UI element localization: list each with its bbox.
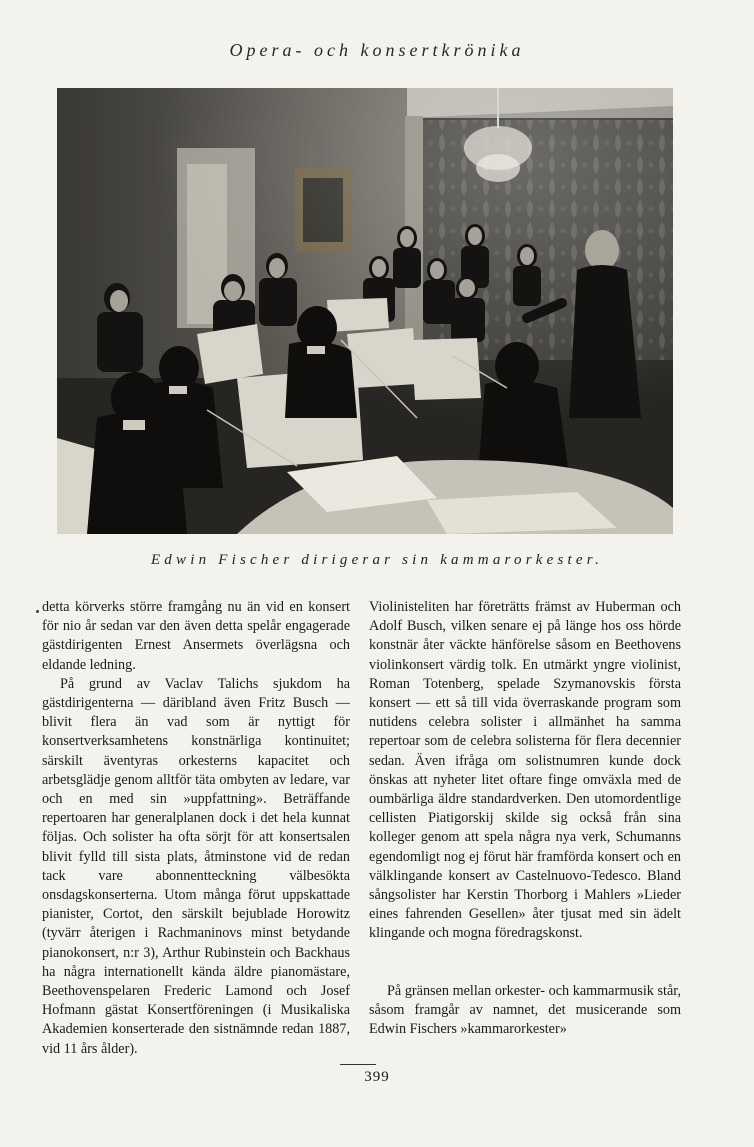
running-head: Opera- och konsertkrönika	[229, 40, 525, 60]
photo-icon	[57, 88, 673, 534]
page-number: 399	[364, 1069, 390, 1085]
paragraph: detta körverks större framgång nu än vid en konsert för nio år sedan var den även detta spelår engagerade gästdirigenten Ernest Ansermets överlägsna och eldande ledning.	[42, 599, 350, 673]
orchestra-photo	[57, 88, 673, 534]
paragraph: På gränsen mellan orkester- och kammarmusik står, såsom framgår av namnet, det musicerande som Edwin Fischers »kammarorkester»	[369, 982, 681, 1038]
page-rule	[340, 1064, 376, 1065]
margin-mark	[36, 610, 39, 613]
right-column	[369, 598, 681, 1039]
paragraph: På grund av Vaclav Talichs sjukdom ha gästdirigenterna — däribland även Fritz Busch — blivit flera än vad som är nyttigt för konsertverksamhetens konstnärliga kontinuitet; särskilt äventyras orkesterns kapacitet och arbetsglädje genom alltför täta ombyten av ledare, var och en med sin »uppfattning». Beträffande repertoaren har generalplanen dock i det hela kunnat följas. Och solister ha ofta sörjt för att konsertsalen blivit fylld till sista plats, åtminstone vid de redan tack vare abonnentteckning välbesökta onsdagskonserterna. Utom många förut uppskattade pianister, Cortot, den särskilt bejublade Horowitz (tyvärr återigen i Rachmaninovs minst betydande pianokonsert, n:r 3), Arthur Rubinstein och Backhaus ha några internationellt kända äldre pianomästare, Beethovenspelaren Frederic Lamond och Josef Hofmann gästat Konsertföreningen (i Musikaliska Akademien konserterade den sistnämnde redan 1887, vid 11 års ålder).	[42, 675, 350, 1057]
paragraph: Violinisteliten har företrätts främst av Huberman och Adolf Busch, vilken senare ej på länge hos oss hörde konstnär åter väckte hänförelse såsom en Beethovens violinkonsert värdig tolk. En utmärkt yngre violinist, Roman Totenberg, spelade Szymanovskis första konsert — ett så till vida överraskande program som nutidens celebra solister i allmänhet ha samma repertoar som de celebra solisterna för flera decennier sedan. Även ifråga om solistnumren kunde dock önskas att nyheter litet oftare finge omväxla med de oumbärliga äldre standardverken. Den utomordentlige cellisten Piatigorskij skilde sig också från sina kolleger genom att spela några nya verk, Schumanns egendomligt nog ej förut här framförda konsert och en välklingande konsert av Castelnuovo-Tedesco. Bland sångsolister har Kerstin Thorborg i Mahlers »Lieder eines fahrenden Gesellen» åter tjusat med sin ädelt klingande och mogna föredragskonst.	[369, 599, 681, 942]
photo-caption: Edwin Fischer dirigerar sin kammarorkester.	[150, 552, 604, 568]
left-column	[42, 598, 350, 1059]
